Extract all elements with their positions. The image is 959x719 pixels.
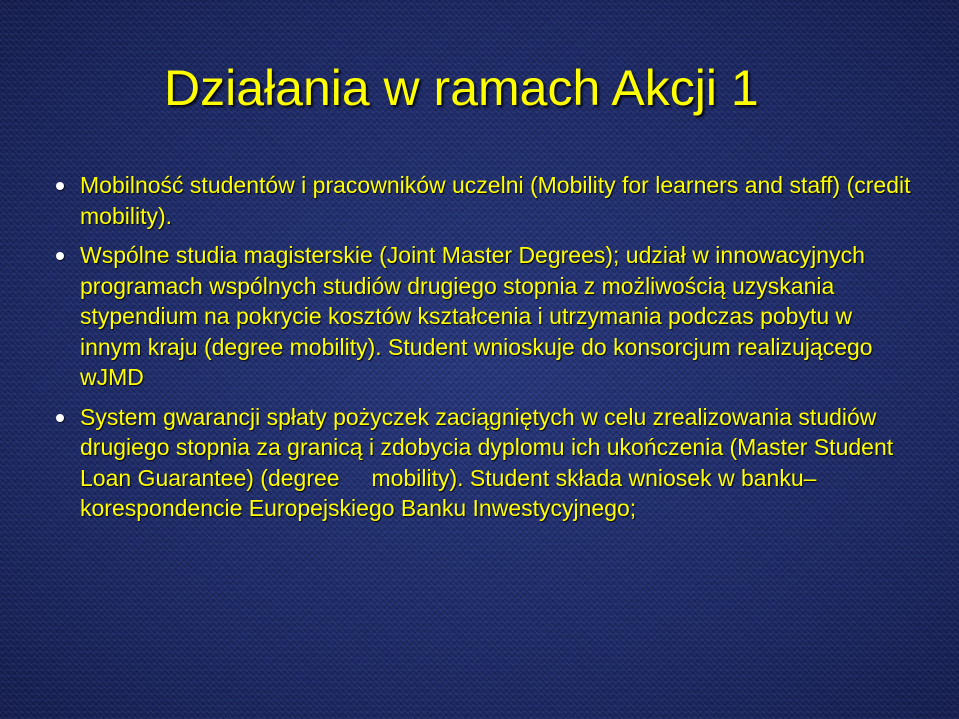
bullet-text: Wspólne studia magisterskie (Joint Master Degrees); udział w innowacyjnych programach wspólnych studiów drugiego stopnia z możliwością uzyskania stypendium na pokrycie kosztów kształcenia i utrzymania podczas pobytu w innym kraju (degree mobility). Student wnioskuje do konsorcjum realizującego wJMD — [80, 242, 873, 390]
bullet-text: Mobilność studentów i pracowników uczelni (Mobility for learners and staff) (credit mobility). — [80, 172, 911, 229]
bullet-item-loan-guarantee — [52, 402, 912, 524]
slide-title: Działania w ramach Akcji 1 — [164, 60, 759, 116]
bullet-dot-icon — [56, 414, 64, 422]
bullet-text: System gwarancji spłaty pożyczek zaciągniętych w celu zrealizowania studiów drugiego stopnia za granicą i zdobycia dyplomu ich ukończenia (Master Student Loan Guarantee) (degree mobility). Student składa wniosek w banku– korespondencie Europejskiego Banku Inwestycyjnego; — [80, 403, 900, 521]
bullet-item-credit-mobility — [52, 170, 912, 231]
bullet-item-joint-master-degrees — [52, 240, 912, 393]
bullet-dot-icon — [56, 252, 64, 260]
bullet-list — [52, 170, 912, 524]
bullet-dot-icon — [56, 182, 64, 190]
